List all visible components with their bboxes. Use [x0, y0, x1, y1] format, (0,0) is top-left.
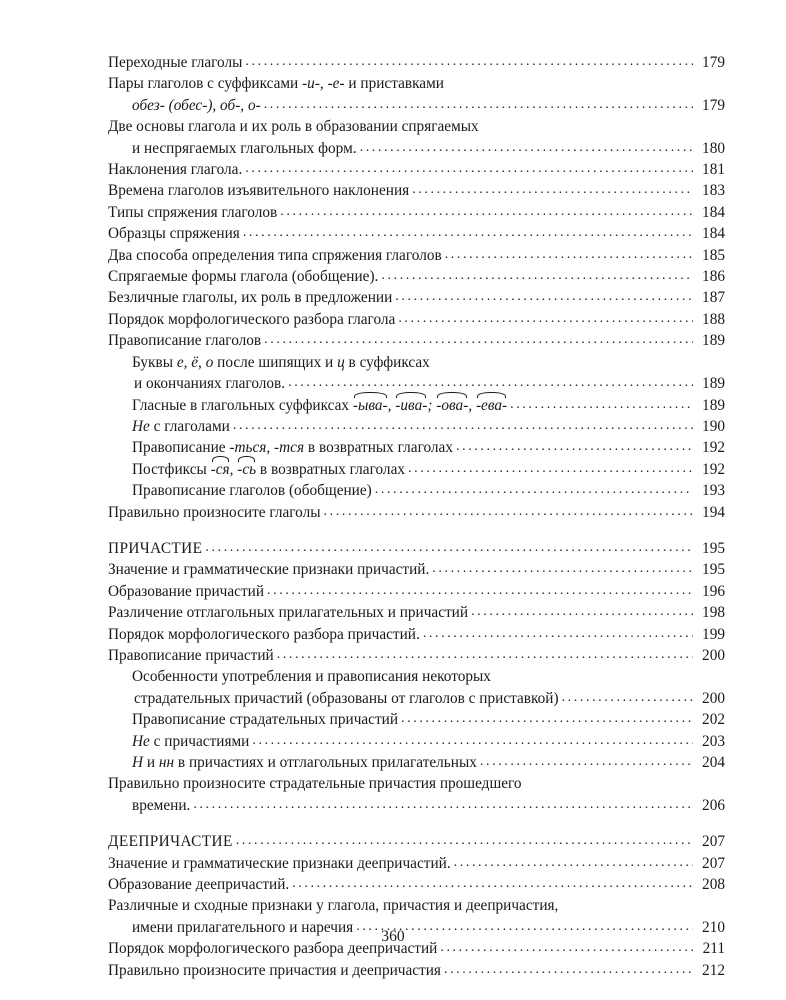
suffix-arc-mark: -ева- — [476, 395, 507, 416]
toc-entry[interactable] — [108, 416, 725, 437]
toc-leader-dots — [456, 436, 693, 457]
toc-entry-label: имени прилагательного и наречия — [132, 918, 354, 936]
toc-entry[interactable] — [108, 202, 725, 223]
toc-entry[interactable] — [108, 52, 725, 73]
toc-entry[interactable] — [108, 559, 725, 580]
toc-page-number: 181 — [702, 161, 725, 179]
toc-page-number: 203 — [702, 732, 725, 750]
toc-entry-label: Пары глаголов с суффиксами -и-, -е- и приставками — [108, 75, 444, 93]
suffix-arc-mark: -ова- — [436, 395, 468, 416]
toc-leader-dots — [432, 558, 693, 579]
toc-page-number: 183 — [702, 182, 725, 200]
toc-leader-dots — [445, 244, 693, 265]
toc-leader-dots — [562, 687, 693, 708]
toc-leader-dots — [395, 286, 693, 307]
toc-page-number: 185 — [702, 246, 725, 264]
toc-entry-continuation — [108, 895, 725, 916]
toc-page-number: 200 — [702, 646, 725, 664]
toc-leader-dots — [324, 501, 693, 522]
toc-page-number: 195 — [702, 561, 725, 579]
toc-leader-dots — [401, 708, 693, 729]
toc-page-number: 179 — [702, 54, 725, 71]
toc-page-number: 189 — [702, 375, 725, 393]
toc-page-number: 199 — [702, 625, 725, 643]
toc-page-number: 207 — [702, 854, 725, 872]
toc-entry-label: Спрягаемые формы глагола (обобщение). — [108, 268, 379, 286]
toc-entry-label: страдательных причастий (образованы от глаголов с приставкой) — [134, 689, 559, 707]
toc-entry[interactable] — [108, 709, 725, 730]
toc-leader-dots — [245, 51, 693, 72]
toc-entry-label: Образование деепричастий. — [108, 876, 290, 894]
toc-entry-label: Различение отглагольных прилагательных и причастий — [108, 604, 469, 622]
toc-group-participle — [108, 538, 725, 816]
toc-entry[interactable] — [108, 266, 725, 287]
toc-entry-label: Типы спряжения глаголов — [108, 203, 278, 221]
toc-entry-label: Н и нн в причастиях и отглагольных прилагательных — [132, 754, 477, 771]
suffix-arc-mark: -ся — [211, 459, 230, 480]
toc-entry[interactable] — [108, 624, 725, 645]
toc-page-number: 189 — [702, 332, 725, 350]
toc-entry-label: Наклонения глагола. — [108, 161, 243, 179]
toc-entry-label: Образцы спряжения — [108, 225, 240, 243]
toc-entry-label: Различные и сходные признаки у глагола, причастия и деепричастия, — [108, 897, 559, 915]
toc-leader-dots — [510, 394, 693, 415]
toc-page-number: 184 — [702, 225, 725, 243]
toc-page-number: 207 — [702, 833, 725, 851]
toc-entry-continuation — [108, 666, 725, 687]
toc-leader-dots — [280, 201, 693, 222]
suffix-arc-mark: -ива- — [395, 395, 427, 416]
toc-page-number: 200 — [702, 689, 725, 707]
toc-entry-label: Гласные в глагольных суффиксах -ыва-, -ива-; -ова-, -ева- — [132, 395, 507, 416]
toc-entry-label: Постфиксы -ся, -сь в возвратных глаголах — [132, 459, 405, 480]
toc-entry-label: Буквы е, ё, о после шипящих и ц в суффиксах — [132, 353, 430, 371]
toc-leader-dots — [288, 372, 693, 393]
toc-entry[interactable] — [108, 731, 725, 752]
toc-entry-label: Порядок морфологического разбора деепричастий — [108, 940, 438, 958]
toc-leader-dots — [243, 222, 693, 243]
toc-entry-label: Особенности употребления и правописания некоторых — [132, 668, 491, 686]
toc-page-number: 210 — [702, 918, 725, 936]
toc-page-number: 186 — [702, 268, 725, 286]
toc-entry-label: времени. — [132, 796, 191, 814]
toc-entry[interactable] — [108, 538, 725, 559]
toc-entry-label: Правописание страдательных причастий — [132, 711, 399, 729]
toc-entry-label: Два способа определения типа спряжения глаголов — [108, 246, 442, 264]
toc-leader-dots — [444, 959, 693, 980]
toc-entry-label: Порядок морфологического разбора причастий. — [108, 625, 420, 643]
toc-page-number: 212 — [702, 961, 725, 979]
toc-page-number: 184 — [702, 203, 725, 221]
toc-entry[interactable] — [108, 853, 725, 874]
toc-entry-label: Времена глаголов изъявительного наклонения — [108, 182, 410, 200]
toc-entry[interactable] — [108, 287, 725, 308]
toc-entry-label: Порядок морфологического разбора глагола — [108, 310, 396, 328]
toc-entry[interactable] — [108, 437, 725, 458]
toc-leader-dots — [264, 94, 693, 115]
toc-entry[interactable] — [108, 874, 725, 895]
toc-leader-dots — [381, 265, 693, 286]
toc-entry-continuation — [108, 352, 725, 373]
toc-page-number: 192 — [702, 460, 725, 478]
toc-entry-label: Правописание глаголов (обобщение) — [132, 482, 372, 500]
toc-entry-label: Две основы глагола и их роль в образовании спрягаемых — [108, 118, 479, 136]
toc-leader-dots — [264, 329, 693, 350]
suffix-arc-mark: -ыва- — [353, 395, 388, 416]
toc-page-number: 195 — [702, 539, 725, 557]
toc-leader-dots — [375, 479, 693, 500]
toc-page-number: 194 — [702, 503, 725, 521]
toc-group-gerund — [108, 831, 725, 981]
toc-page-number: 198 — [702, 604, 725, 622]
toc-group-verbs — [108, 52, 725, 523]
toc-page-number: 188 — [702, 310, 725, 328]
toc-page-number: 193 — [702, 482, 725, 500]
toc-page-number: 187 — [702, 289, 725, 307]
toc-entry[interactable] — [108, 180, 725, 201]
toc-entry[interactable] — [108, 395, 725, 416]
toc-leader-dots — [245, 158, 693, 179]
toc-leader-dots — [480, 751, 693, 772]
toc-page-number: 208 — [702, 876, 725, 894]
toc-entry[interactable] — [108, 795, 725, 816]
toc-entry[interactable] — [108, 960, 725, 981]
toc-page-number: 202 — [702, 711, 725, 729]
toc-entry-continuation — [108, 116, 725, 137]
toc-page-number: 192 — [702, 439, 725, 457]
toc-entry-label: и окончаниях глаголов. — [134, 375, 286, 393]
toc-leader-dots — [233, 415, 693, 436]
toc-entry[interactable] — [108, 223, 725, 244]
toc-leader-dots — [412, 179, 693, 200]
toc-entry-label: Правильно произносите причастия и деепричастия — [108, 961, 441, 979]
toc-page-number: 196 — [702, 582, 725, 600]
page-number: 360 — [381, 928, 405, 945]
suffix-arc-mark: -сь — [237, 459, 256, 480]
toc-page-number: 204 — [702, 754, 725, 771]
toc-entry-label: Образование причастий — [108, 582, 265, 600]
toc-leader-dots — [193, 794, 693, 815]
toc-entry-continuation — [108, 73, 725, 94]
toc-entry-label: Значение и грамматические признаки деепричастий. — [108, 854, 451, 872]
toc-entry[interactable] — [108, 831, 725, 852]
toc-leader-dots — [423, 623, 693, 644]
toc-leader-dots — [471, 601, 693, 622]
toc-entry-label: ДЕЕПРИЧАСТИЕ — [108, 833, 233, 851]
toc-entry-label: Не с причастиями — [132, 732, 250, 750]
toc-entry[interactable] — [108, 245, 725, 266]
toc-leader-dots — [277, 644, 693, 665]
table-of-contents — [108, 52, 725, 981]
toc-leader-dots — [408, 458, 693, 479]
toc-leader-dots — [267, 580, 693, 601]
toc-entry-label: ПРИЧАСТИЕ — [108, 539, 203, 557]
toc-entry[interactable] — [108, 95, 725, 116]
toc-entry[interactable] — [108, 502, 725, 523]
toc-leader-dots — [454, 852, 693, 873]
toc-entry[interactable] — [108, 330, 725, 351]
toc-entry[interactable] — [108, 309, 725, 330]
toc-leader-dots — [205, 537, 693, 558]
toc-entry-continuation — [108, 773, 725, 794]
toc-entry-label: Правильно произносите глаголы — [108, 503, 321, 521]
toc-entry-label: Не с глаголами — [132, 417, 230, 435]
toc-entry[interactable] — [108, 159, 725, 180]
toc-leader-dots — [236, 830, 693, 851]
toc-entry-label: Значение и грамматические признаки причастий. — [108, 561, 430, 579]
toc-leader-dots — [360, 137, 693, 158]
toc-page-number: 190 — [702, 417, 725, 435]
toc-entry[interactable] — [108, 138, 725, 159]
toc-entry-label: Правописание причастий — [108, 646, 274, 664]
toc-leader-dots — [252, 730, 693, 751]
toc-entry[interactable] — [108, 459, 725, 480]
toc-page-number: 180 — [702, 139, 725, 157]
toc-entry[interactable] — [108, 688, 725, 709]
toc-leader-dots — [398, 308, 693, 329]
toc-entry[interactable] — [108, 581, 725, 602]
toc-entry-label: Безличные глаголы, их роль в предложении — [108, 289, 393, 307]
toc-entry[interactable] — [108, 752, 725, 773]
toc-entry[interactable] — [108, 602, 725, 623]
toc-entry-label: и неспрягаемых глагольных форм. — [132, 139, 357, 157]
toc-entry-label: Правописание глаголов — [108, 332, 262, 350]
toc-page-number: 179 — [702, 96, 725, 114]
toc-entry[interactable] — [108, 480, 725, 501]
toc-entry-label: обез- (обес-), об-, о- — [132, 96, 261, 114]
toc-entry-label: Правильно произносите страдательные причастия прошедшего — [108, 775, 522, 793]
toc-entry-label: Переходные глаголы — [108, 54, 243, 71]
toc-entry-label: Правописание -ться, -тся в возвратных глаголах — [132, 439, 453, 457]
toc-page-number: 206 — [702, 796, 725, 814]
toc-entry[interactable] — [108, 645, 725, 666]
toc-page-number: 211 — [702, 940, 725, 958]
toc-page-number: 189 — [702, 396, 725, 414]
toc-leader-dots — [292, 873, 693, 894]
